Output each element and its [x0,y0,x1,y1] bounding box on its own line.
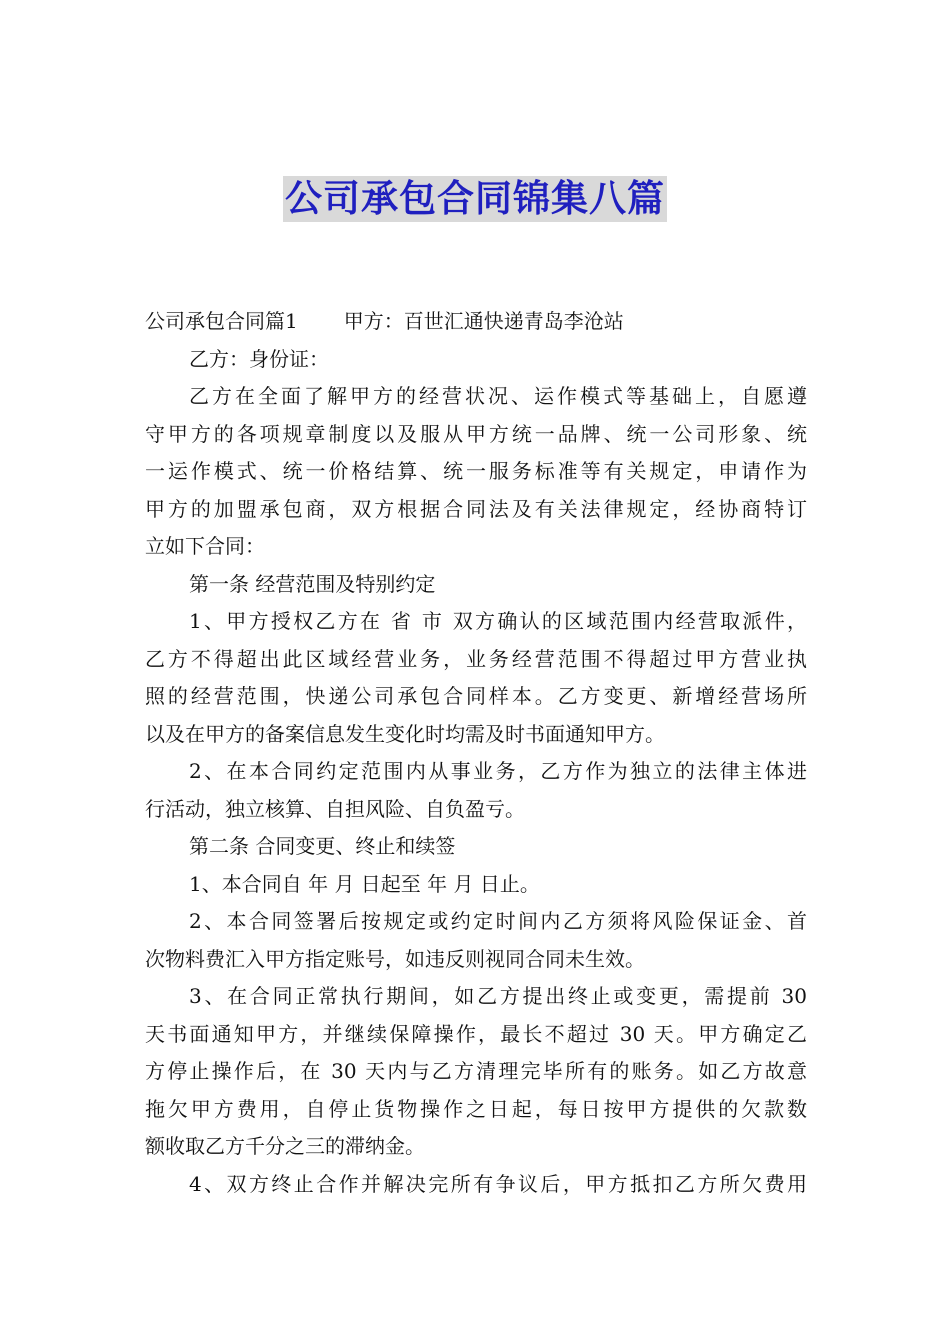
text-line: 1、甲方授权乙方在 省 市 双方确认的区域范围内经营取派件， [189,609,807,633]
text-line: 以及在甲方的备案信息发生变化时均需及时书面通知甲方。 [145,721,665,746]
text-line: 拖欠甲方费用，自停止货物操作之日起，每日按甲方提供的欠款数 [145,1096,807,1121]
text-line: 乙方不得超出此区域经营业务，业务经营范围不得超过甲方营业执 [145,646,807,671]
text-line: 3、在合同正常执行期间，如乙方提出终止或变更，需提前 30 [189,984,807,1008]
party-a: 甲方：百世汇通快递青岛李沧站 [343,309,624,333]
text-line: 次物料费汇入甲方指定账号，如违反则视同合同未生效。 [145,946,645,971]
section-heading: 公司承包合同篇1 [145,309,298,333]
text-line: 方停止操作后，在 30 天内与乙方清理完毕所有的账务。如乙方故意 [145,1059,807,1083]
text-line: 2、本合同签署后按规定或约定时间内乙方须将风险保证金、首 [189,909,807,933]
text-line: 额收取乙方千分之三的滞纳金。 [145,1134,425,1158]
text-line: 照的经营范围，快递公司承包合同样本。乙方变更、新增经营场所 [145,684,807,708]
article-heading: 第一条 经营范围及特别约定 [189,571,436,596]
document-body [145,303,807,1203]
text-line: 一运作模式、统一价格结算、统一服务标准等有关规定，申请作为 [145,459,807,483]
text-line: 2、在本合同约定范围内从事业务，乙方作为独立的法律主体进 [189,759,807,783]
text-line: 甲方的加盟承包商，双方根据合同法及有关法律规定，经协商特订 [145,496,807,521]
article-heading: 第二条 合同变更、终止和续签 [189,834,456,858]
text-line: 4、双方终止合作并解决完所有争议后，甲方抵扣乙方所欠费用 [189,1171,807,1196]
text-line: 1、本合同自 年 月 日起至 年 月 日止。 [189,871,540,896]
document-title: 公司承包合同锦集八篇 [285,177,665,220]
party-b-line: 乙方：身份证： [189,346,329,371]
text-line: 守甲方的各项规章制度以及服从甲方统一品牌、统一公司形象、统 [145,421,807,446]
text-line: 天书面通知甲方，并继续保障操作，最长不超过 30 天。甲方确定乙 [145,1021,807,1046]
title-container [0,176,950,222]
text-line: 行活动，独立核算、自担风险、自负盈亏。 [145,796,525,821]
text-line [145,303,807,341]
text-line: 立如下合同： [145,534,265,558]
text-line: 乙方在全面了解甲方的经营状况、运作模式等基础上，自愿遵 [189,384,807,408]
